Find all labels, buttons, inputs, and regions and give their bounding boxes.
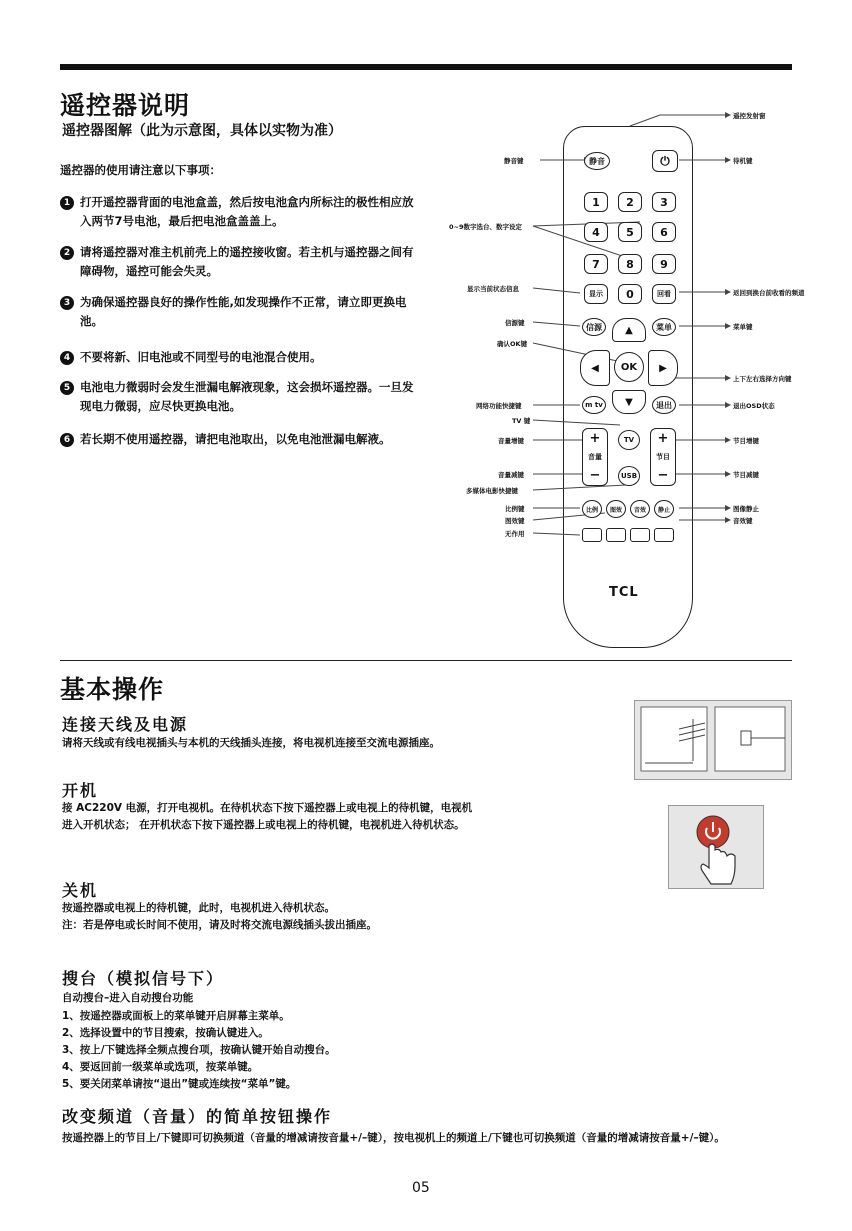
label-digits: 0~9数字选台、数字设定 <box>449 223 522 231</box>
brand-logo: TCL <box>609 585 639 600</box>
up-button[interactable] <box>612 318 646 342</box>
label-mute-key: 静音键 <box>504 157 524 165</box>
arrow-down-icon: ▼ <box>625 396 633 408</box>
section-divider <box>60 660 792 661</box>
freeze-button[interactable]: 静止 <box>654 500 674 518</box>
note-number: 6 <box>60 433 74 447</box>
power-button-illustration <box>668 805 764 889</box>
text-power-off-2: 注：若是停电或长时间不使用，请及时将交流电源线插头拔出插座。 <box>62 919 377 931</box>
right-button[interactable] <box>648 350 678 386</box>
tv-button[interactable]: TV <box>618 430 640 450</box>
heading-power-on: 开机 <box>62 781 99 800</box>
text-power-on: 接 AC220V 电源，打开电视机。在待机状态下按下遥控器上或电视上的待机键，电视机进入开机状态； 在开机状态下按下遥控器上或电视上的待机键，电视机进入待机状态。 <box>62 802 473 831</box>
label-recall: 返回到换台前收看的频道 <box>733 289 805 297</box>
digit-5-button[interactable]: 5 <box>618 222 642 242</box>
left-button[interactable] <box>580 350 610 386</box>
heading-power-off: 关机 <box>62 881 99 900</box>
mtv-button[interactable]: m tv <box>582 396 606 414</box>
section-title-remote: 遥控器说明 <box>60 91 191 120</box>
channel-down-button[interactable]: − <box>657 468 669 483</box>
hand-press-icon <box>669 806 765 890</box>
antenna-illustration <box>634 700 792 780</box>
notes-intro: 遥控器的使用请注意以下事项： <box>60 163 221 177</box>
text-connect: 请将天线或有线电视插头与本机的天线插头连接，将电视机连接至交流电源插座。 <box>62 737 440 749</box>
volume-up-button[interactable]: + <box>589 431 601 446</box>
down-button[interactable] <box>612 390 646 414</box>
note-number: 2 <box>60 246 74 260</box>
label-vol-down: 音量减键 <box>498 471 524 479</box>
note-text: 打开遥控器背面的电池盒盖，然后按电池盒内所标注的极性相应放入两节7号电池，最后把电池盒盖盖上。 <box>80 195 414 228</box>
power-button[interactable] <box>652 150 678 172</box>
label-source-key: 信源键 <box>505 319 525 327</box>
text-channel: 按遥控器上的节目上/下键即可切换频道（音量的增减请按音量+/–键），按电视机上的频道上/下键也可切换频道（音量的增减请按音量+/–键）。 <box>62 1132 725 1144</box>
label-exit-osd: 退出OSD状态 <box>733 402 775 410</box>
search-step: 5、要关闭菜单请按“退出”键或连续按“菜单”键。 <box>62 1078 297 1090</box>
heading-channel: 改变频道（音量）的简单按钮操作 <box>62 1107 333 1126</box>
channel-rocker <box>650 428 676 486</box>
unused-button[interactable] <box>582 528 602 542</box>
label-standby-key: 待机键 <box>733 157 753 165</box>
text-power-off-1: 按遥控器或电视上的待机键，此时，电视机进入待机状态。 <box>62 902 335 914</box>
digit-2-button[interactable]: 2 <box>618 192 642 212</box>
page-number: 05 <box>412 1180 430 1196</box>
source-button[interactable]: 信源 <box>582 318 606 336</box>
digit-8-button[interactable]: 8 <box>618 254 642 274</box>
unused-button[interactable] <box>654 528 674 542</box>
digit-1-button[interactable]: 1 <box>584 192 608 212</box>
label-ch-up: 节目增键 <box>733 437 759 445</box>
digit-4-button[interactable]: 4 <box>584 222 608 242</box>
unused-button[interactable] <box>630 528 650 542</box>
note-number: 1 <box>60 196 74 210</box>
label-network-key: 网络功能快捷键 <box>476 402 522 410</box>
channel-up-button[interactable]: + <box>657 431 669 446</box>
note-number: 5 <box>60 381 74 395</box>
text-search-sub: 自动搜台–进入自动搜台功能 <box>62 992 194 1004</box>
volume-down-button[interactable]: − <box>589 468 601 483</box>
search-step: 4、要返回前一级菜单或选项，按菜单键。 <box>62 1061 259 1073</box>
digit-6-button[interactable]: 6 <box>652 222 676 242</box>
ratio-button[interactable]: 比例 <box>582 500 602 518</box>
arrow-left-icon: ◀ <box>591 362 599 374</box>
label-no-function: 无作用 <box>505 530 525 538</box>
note-text: 若长期不使用遥控器，请把电池取出，以免电池泄漏电解液。 <box>80 432 391 446</box>
sound-button[interactable]: 音效 <box>630 500 650 518</box>
digit-9-button[interactable]: 9 <box>652 254 676 274</box>
search-step: 3、按上/下键选择全频点搜台项，按确认键开始自动搜台。 <box>62 1044 336 1056</box>
label-tv-key: TV 键 <box>512 417 531 425</box>
remote-subtitle: 遥控器图解（此为示意图，具体以实物为准） <box>62 123 342 139</box>
note-number: 3 <box>60 296 74 310</box>
arrow-right-icon: ▶ <box>659 362 667 374</box>
label-ch-down: 节目减键 <box>733 471 759 479</box>
channel-label: 节目 <box>656 453 670 461</box>
digit-3-button[interactable]: 3 <box>652 192 676 212</box>
volume-label: 音量 <box>588 453 602 461</box>
section-title-basic: 基本操作 <box>60 675 165 704</box>
label-sound-key: 音效键 <box>733 517 753 525</box>
unused-button[interactable] <box>606 528 626 542</box>
mute-button[interactable]: 静音 <box>584 152 610 170</box>
heading-search: 搜台（模拟信号下） <box>62 969 225 988</box>
note-number: 4 <box>60 351 74 365</box>
arrow-up-icon: ▲ <box>625 324 633 336</box>
label-freeze-key: 图像静止 <box>733 505 759 513</box>
power-icon: ⏻ <box>660 153 670 168</box>
picture-button[interactable]: 图效 <box>606 500 626 518</box>
search-step: 2、选择设置中的节目搜索，按确认键进入。 <box>62 1027 269 1039</box>
label-display-info: 显示当前状态信息 <box>467 285 519 293</box>
label-direction-keys: 上下左右选择方向键 <box>733 375 792 383</box>
label-media-key: 多媒体电影快捷键 <box>466 487 518 495</box>
label-picture-key: 图效键 <box>505 517 525 525</box>
label-vol-up: 音量增键 <box>498 437 524 445</box>
heading-connect: 连接天线及电源 <box>62 715 189 734</box>
label-ratio-key: 比例键 <box>505 505 525 513</box>
search-step: 1、按遥控器或面板上的菜单键开启屏幕主菜单。 <box>62 1010 290 1022</box>
recall-button[interactable]: 回看 <box>652 284 676 304</box>
antenna-icon <box>635 701 793 781</box>
note-text: 请将遥控器对准主机前壳上的遥控接收窗。若主机与遥控器之间有障碍物，遥控可能会失灵。 <box>80 245 414 278</box>
menu-button[interactable]: 菜单 <box>652 318 676 336</box>
usb-button[interactable]: USB <box>618 466 640 486</box>
volume-rocker <box>582 428 608 486</box>
note-text: 为确保遥控器良好的操作性能,如发现操作不正常，请立即更换电池。 <box>80 295 407 328</box>
digit-7-button[interactable]: 7 <box>584 254 608 274</box>
exit-button[interactable]: 退出 <box>652 396 676 414</box>
ok-button[interactable]: OK <box>614 352 644 382</box>
label-ir-window: 遥控发射窗 <box>733 112 766 120</box>
note-text: 不要将新、旧电池或不同型号的电池混合使用。 <box>80 350 322 364</box>
display-button[interactable]: 显示 <box>584 284 608 304</box>
label-menu-key: 菜单键 <box>733 323 753 331</box>
digit-0-button[interactable]: 0 <box>618 284 642 304</box>
label-ok-key: 确认OK键 <box>497 340 528 348</box>
note-text: 电池电力微弱时会发生泄漏电解液现象，这会损坏遥控器。一旦发现电力微弱，应尽快更换电池。 <box>80 380 414 413</box>
